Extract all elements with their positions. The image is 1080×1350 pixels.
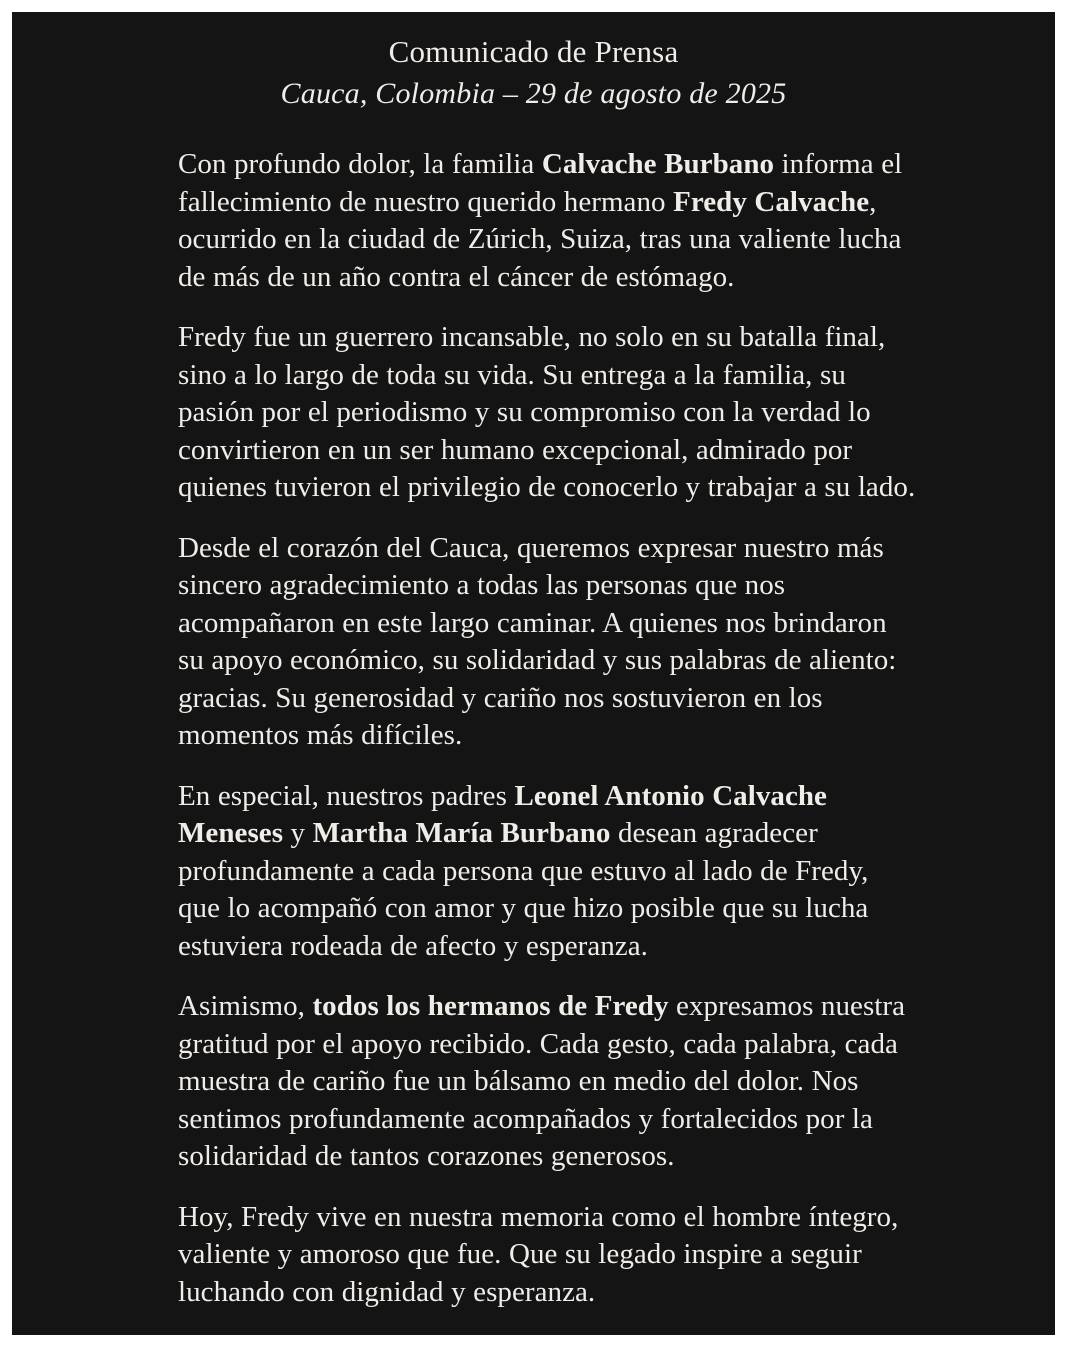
- body-text-run: En especial, nuestros padres: [178, 779, 515, 812]
- body-text-run: Desde el corazón del Cauca, queremos expresar nuestro más sincero agradecimiento a todas las personas que nos acompañaron en este largo caminar. A quienes nos brindaron su apoyo económico, su solidaridad y sus palabras de aliento: gracias. Su generosidad y cariño nos sostuvieron en los momentos más difíciles.: [178, 531, 897, 751]
- body-text-run: , ocurrido en la ciudad de Zúrich, Suiza, tras una valiente lucha de más de un año contra el cáncer de estómago.: [178, 185, 902, 293]
- body-text-run: expresamos nuestra gratitud por el apoyo recibido. Cada gesto, cada palabra, cada muestra de cariño fue un bálsamo en medio del dolor. Nos sentimos profundamente acompañados y fortalecidos por la solidaridad de tantos corazones generosos.: [178, 990, 906, 1172]
- page-subtitle-location-date: Cauca, Colombia – 29 de agosto de 2025: [280, 77, 787, 110]
- paragraph-4: [178, 778, 917, 966]
- paragraph-5: [178, 988, 917, 1176]
- body-text-run: Con profundo dolor, la familia: [178, 148, 542, 180]
- paragraph-1: [178, 146, 917, 296]
- press-release-header: [12, 12, 1055, 114]
- body-text-run: desean agradecer profundamente a cada persona que estuvo al lado de Fredy, que lo acompañó con amor y que hizo posible que su lucha estuviera rodeada de afecto y esperanza.: [178, 817, 869, 962]
- emphasized-name: Leonel Antonio Calvache Meneses: [178, 779, 827, 849]
- paragraph-6: [178, 1199, 917, 1312]
- emphasized-name: Fredy Calvache: [673, 185, 870, 218]
- emphasized-name: Martha María Burbano: [312, 817, 611, 849]
- body-text-run: y: [283, 817, 313, 849]
- body-text-run: Asimismo,: [178, 990, 313, 1022]
- emphasized-name: todos los hermanos de Fredy: [312, 990, 669, 1022]
- paragraph-3: [178, 530, 917, 755]
- body-text-run: Fredy fue un guerrero incansable, no solo en su batalla final, sino a lo largo de toda su vida. Su entrega a la familia, su pasión por el periodismo y su compromiso con la verdad lo convirtieron en un ser humano excepcional, admirado por quienes tuvieron el privilegio de conocerlo y trabajar a su lado.: [178, 321, 916, 503]
- emphasized-name: Calvache Burbano: [541, 148, 775, 180]
- press-release-body: [12, 114, 1055, 1311]
- press-release-card: [12, 12, 1055, 1335]
- body-text-run: Hoy, Fredy vive en nuestra memoria como el hombre íntegro, valiente y amoroso que fue. Que su legado inspire a seguir luchando con dignidad y esperanza.: [178, 1200, 899, 1308]
- body-text-run: informa el fallecimiento de nuestro querido hermano: [178, 148, 903, 218]
- page-title: Comunicado de Prensa: [388, 34, 679, 69]
- paragraph-2: [178, 319, 917, 507]
